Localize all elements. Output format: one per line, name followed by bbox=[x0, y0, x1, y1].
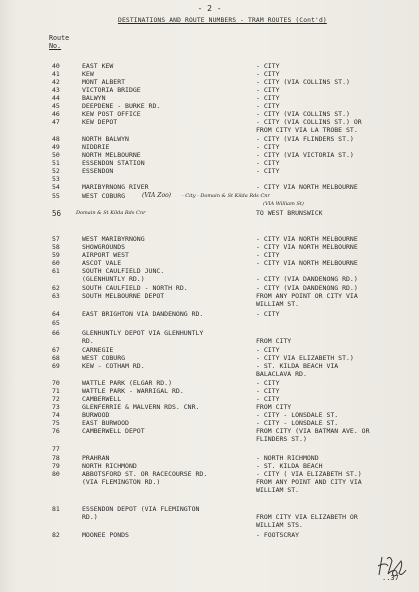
handwritten-destination: Domain & St Kilda Rds Cnr bbox=[76, 210, 146, 216]
route-description: - CITY bbox=[256, 387, 280, 395]
route-description: - CITY bbox=[256, 86, 280, 94]
table-row bbox=[0, 168, 419, 175]
handwritten-via-zoo: (VIA Zoo) bbox=[142, 192, 172, 199]
route-number: 69 bbox=[52, 362, 60, 370]
route-number: 51 bbox=[52, 159, 60, 167]
table-row bbox=[0, 276, 419, 283]
route-number: 46 bbox=[52, 110, 60, 118]
route-number: 75 bbox=[52, 419, 60, 427]
route-number: 70 bbox=[52, 379, 60, 387]
table-row bbox=[0, 363, 419, 370]
table-row bbox=[0, 347, 419, 354]
table-row bbox=[0, 136, 419, 143]
table-row bbox=[0, 380, 419, 387]
route-description: - CITY bbox=[256, 159, 280, 167]
table-row bbox=[0, 522, 419, 529]
route-destination-name: MONT ALBERT bbox=[82, 78, 126, 86]
route-description: WILLIAM ST. bbox=[256, 486, 300, 494]
table-row bbox=[0, 514, 419, 521]
route-description: BALACLAVA RD. bbox=[256, 370, 307, 378]
table-row bbox=[0, 95, 419, 102]
route-destination-name: CAMBERWELL DEPOT bbox=[82, 427, 145, 435]
route-description: - CITY bbox=[256, 167, 280, 175]
route-destination-name: ABBOTSFORD ST. OR RACECOURSE RD. bbox=[82, 470, 208, 478]
route-number: 41 bbox=[52, 70, 60, 78]
route-number: 57 bbox=[52, 235, 60, 243]
table-row bbox=[0, 412, 419, 419]
route-destination-name: ASCOT VALE bbox=[82, 259, 122, 267]
table-row bbox=[0, 455, 419, 462]
route-destination-name: WATTLE PARK - WARRIGAL RD. bbox=[82, 387, 184, 395]
route-number: 56 bbox=[52, 209, 62, 218]
route-number: 59 bbox=[52, 251, 60, 259]
table-row bbox=[0, 236, 419, 243]
route-destination-name: WATTLE PARK (ELGAR RD.) bbox=[82, 379, 173, 387]
route-description: FROM CITY bbox=[256, 337, 292, 345]
route-number: 61 bbox=[52, 267, 60, 275]
route-description: - CITY VIA NORTH MELBOURNE bbox=[256, 243, 358, 251]
route-number: 64 bbox=[52, 310, 60, 318]
route-number: 63 bbox=[52, 292, 60, 300]
route-description: - CITY bbox=[256, 143, 280, 151]
route-destination-name: RD.) bbox=[82, 513, 98, 521]
table-row bbox=[0, 355, 419, 362]
route-destination: TO WEST BRUNSWICK bbox=[256, 209, 323, 217]
route-number: 47 bbox=[52, 118, 60, 126]
route-destination-name: ESSENDON bbox=[82, 167, 114, 175]
route-description: - CITY bbox=[256, 395, 280, 403]
route-destination-name: ESSENDON DEPOT (VIA FLEMINGTON bbox=[82, 505, 200, 513]
route-number: 40 bbox=[52, 62, 60, 70]
table-row bbox=[0, 293, 419, 300]
route-number: 80 bbox=[52, 470, 60, 478]
route-destination-name: WEST MARIBYRNONG bbox=[82, 235, 145, 243]
route-description: - CITY bbox=[256, 379, 280, 387]
table-row bbox=[0, 152, 419, 159]
route-description: - CITY - LONSDALE ST. bbox=[256, 411, 339, 419]
table-row bbox=[0, 388, 419, 395]
route-number: 66 bbox=[52, 329, 60, 337]
route-number: 72 bbox=[52, 395, 60, 403]
route-destination-name: CARNEGIE bbox=[82, 346, 114, 354]
route-number: 45 bbox=[52, 102, 60, 110]
table-row bbox=[0, 428, 419, 435]
route-destination-name: BURWOOD bbox=[82, 411, 110, 419]
route-description: - FOOTSCRAY bbox=[256, 531, 300, 539]
route-destination-name: EAST BRIGHTON VIA DANDENONG RD. bbox=[82, 310, 204, 318]
route-number: 62 bbox=[52, 284, 60, 292]
route-destination-name: DEEPDENE - BURKE RD. bbox=[82, 102, 161, 110]
route-number: 60 bbox=[52, 259, 60, 267]
route-number: 48 bbox=[52, 135, 60, 143]
route-destination-name: ESSENDON STATION bbox=[82, 159, 145, 167]
route-number: 74 bbox=[52, 411, 60, 419]
route-destination-name: VICTORIA BRIDGE bbox=[82, 86, 141, 94]
table-row bbox=[0, 330, 419, 337]
route-destination-name: KEW - COTHAM RD. bbox=[82, 362, 145, 370]
table-row bbox=[0, 176, 419, 183]
route-destination-name: KEW bbox=[82, 70, 94, 78]
route-column-header-line1: Route bbox=[49, 34, 70, 42]
table-row bbox=[0, 463, 419, 470]
table-row bbox=[0, 446, 419, 453]
route-number: 82 bbox=[52, 531, 60, 539]
table-row bbox=[0, 487, 419, 494]
route-column-header-line2: No. bbox=[49, 42, 62, 50]
table-row bbox=[0, 436, 419, 443]
table-row bbox=[0, 119, 419, 126]
page-number: - 2 - bbox=[197, 4, 222, 13]
route-number: 73 bbox=[52, 403, 60, 411]
table-row bbox=[0, 506, 419, 513]
table-row bbox=[0, 144, 419, 151]
route-description: - CITY - LONSDALE ST. bbox=[256, 419, 339, 427]
route-destination-name: KEW DEPOT bbox=[82, 118, 118, 126]
table-row bbox=[0, 338, 419, 345]
route-description: - NORTH RICHMOND bbox=[256, 454, 319, 462]
route-destination-name: NIDDRIE bbox=[82, 143, 110, 151]
route-destination-name: AIRPORT WEST bbox=[82, 251, 129, 259]
table-row bbox=[0, 244, 419, 251]
route-description: FROM ANY POINT AND CITY VIA bbox=[256, 478, 362, 486]
route-destination-name: NORTH RICHMOND bbox=[82, 462, 137, 470]
table-row bbox=[0, 404, 419, 411]
table-row bbox=[0, 184, 419, 191]
route-number: 81 bbox=[52, 505, 60, 513]
route-description: FROM CITY (VIA BATMAN AVE. OR bbox=[256, 427, 370, 435]
route-number: 78 bbox=[52, 454, 60, 462]
route-number: 55 bbox=[52, 192, 60, 200]
route-number: 79 bbox=[52, 462, 60, 470]
route-destination-name: SOUTH CAULFIELD - NORTH RD. bbox=[82, 284, 188, 292]
route-description: - CITY bbox=[256, 94, 280, 102]
table-row bbox=[0, 160, 419, 167]
route-number: 77 bbox=[52, 445, 60, 453]
route-destination-name: WEST COBURG bbox=[82, 354, 126, 362]
table-row bbox=[0, 127, 419, 134]
route-description: - CITY VIA NORTH MELBOURNE bbox=[256, 183, 358, 191]
route-destination-name: CAMBERWELL bbox=[82, 395, 122, 403]
route-description: FROM CITY bbox=[256, 403, 292, 411]
route-number: 67 bbox=[52, 346, 60, 354]
table-row bbox=[0, 471, 419, 478]
route-description: - ST. KILDA BEACH bbox=[256, 462, 323, 470]
table-row bbox=[0, 371, 419, 378]
route-description: - CITY VIA ELIZABETH ST.) bbox=[256, 354, 354, 362]
route-description: - CITY (VIA VICTORIA ST.) bbox=[256, 151, 354, 159]
route-description: - CITY (VIA DANDENONG RD.) bbox=[256, 275, 358, 283]
route-number: 76 bbox=[52, 427, 60, 435]
route-number: 53 bbox=[52, 175, 60, 183]
route-destination-name: GLENHUNTLY DEPOT VIA GLENHUNTLY bbox=[82, 329, 204, 337]
route-destination-name: GLENFERRIE & MALVERN RDS. CNR. bbox=[82, 403, 200, 411]
route-description: WILLIAM STS. bbox=[256, 521, 303, 529]
route-description: - ST. KILDA BEACH VIA bbox=[256, 362, 339, 370]
table-row bbox=[0, 301, 419, 308]
route-number: 49 bbox=[52, 143, 60, 151]
route-description: - CITY (VIA COLLINS ST.) bbox=[256, 110, 350, 118]
route-description: - CITY (VIA COLLINS ST.) OR bbox=[256, 118, 362, 126]
route-destination-name: BALWYN bbox=[82, 94, 106, 102]
route-description: FLINDERS ST.) bbox=[256, 435, 307, 443]
route-number: 52 bbox=[52, 167, 60, 175]
table-row bbox=[0, 252, 419, 259]
route-destination-name: SHOWGROUNDS bbox=[82, 243, 126, 251]
table-row bbox=[0, 111, 419, 118]
route-number: 71 bbox=[52, 387, 60, 395]
route-number: 43 bbox=[52, 86, 60, 94]
route-destination-name: MOONEE PONDS bbox=[82, 531, 129, 539]
table-row bbox=[0, 79, 419, 86]
table-row bbox=[0, 532, 419, 539]
route-destination-name: MARIBYRNONG RIVER bbox=[82, 183, 149, 191]
table-row-56 bbox=[0, 210, 419, 217]
route-destination-name: PRAHRAN bbox=[82, 454, 110, 462]
table-row bbox=[0, 71, 419, 78]
table-row bbox=[0, 420, 419, 427]
route-description: - CITY bbox=[256, 102, 280, 110]
route-description: - CITY (VIA COLLINS ST.) bbox=[256, 78, 350, 86]
table-row bbox=[0, 87, 419, 94]
route-description: FROM CITY VIA ELIZABETH OR bbox=[256, 513, 358, 521]
route-destination-name: (GLENHUNTLY RD.) bbox=[82, 275, 145, 283]
table-row bbox=[0, 311, 419, 318]
table-row bbox=[0, 479, 419, 486]
route-number: 58 bbox=[52, 243, 60, 251]
route-description: WILLIAM ST. bbox=[256, 300, 300, 308]
route-description: - CITY ( VIA ELIZABETH ST.) bbox=[256, 470, 362, 478]
route-destination-name: SOUTH MELBOURNE DEPOT bbox=[82, 292, 165, 300]
route-destination-name: SOUTH CAULFIELD JUNC. bbox=[82, 267, 165, 275]
route-destination-name: KEW POST OFFICE bbox=[82, 110, 141, 118]
route-number: 50 bbox=[52, 151, 60, 159]
route-description: - CITY bbox=[256, 70, 280, 78]
route-description: - CITY bbox=[256, 62, 280, 70]
route-destination-name: RD. bbox=[82, 337, 94, 345]
table-row bbox=[0, 103, 419, 110]
route-description: - CITY bbox=[256, 310, 280, 318]
route-destination-name: NORTH MELBOURNE bbox=[82, 151, 141, 159]
route-description: - CITY (VIA FLINDERS ST.) bbox=[256, 135, 354, 143]
route-description: - CITY VIA NORTH MELBOURNE bbox=[256, 235, 358, 243]
route-destination-name: NORTH BALWYN bbox=[82, 135, 129, 143]
table-row bbox=[0, 260, 419, 267]
route-number: 42 bbox=[52, 78, 60, 86]
route-description: - CITY (VIA DANDENONG RD.) bbox=[256, 284, 358, 292]
route-description: FROM CITY VIA LA TROBE ST. bbox=[256, 126, 358, 134]
route-description: - CITY bbox=[256, 346, 280, 354]
route-description: - CITY VIA NORTH MELBOURNE bbox=[256, 259, 358, 267]
route-number: 68 bbox=[52, 354, 60, 362]
route-number: 44 bbox=[52, 94, 60, 102]
table-row bbox=[0, 63, 419, 70]
route-destination-name: EAST BURWOOD bbox=[82, 419, 129, 427]
route-number: 65 bbox=[52, 319, 60, 327]
document-title: DESTINATIONS AND ROUTE NUMBERS - TRAM ROUTES (Cont'd) bbox=[118, 17, 327, 24]
route-destination-name: WEST COBURG bbox=[82, 192, 126, 200]
table-row bbox=[0, 268, 419, 275]
table-row bbox=[0, 320, 419, 327]
handwritten-route-55-via: (VIA William St) bbox=[263, 201, 304, 207]
route-destination-name: (VIA FLEMINGTON RD.) bbox=[82, 478, 161, 486]
footer-mark: ..37 bbox=[382, 574, 399, 582]
handwritten-route-55: - City - Domain & St Kilda Rds Cnr bbox=[182, 193, 270, 199]
route-destination-name: EAST KEW bbox=[82, 62, 114, 70]
route-description: FROM ANY POINT OR CITY VIA bbox=[256, 292, 358, 300]
route-description: - CITY bbox=[256, 251, 280, 259]
table-row bbox=[0, 396, 419, 403]
table-row bbox=[0, 285, 419, 292]
route-number: 54 bbox=[52, 183, 60, 191]
